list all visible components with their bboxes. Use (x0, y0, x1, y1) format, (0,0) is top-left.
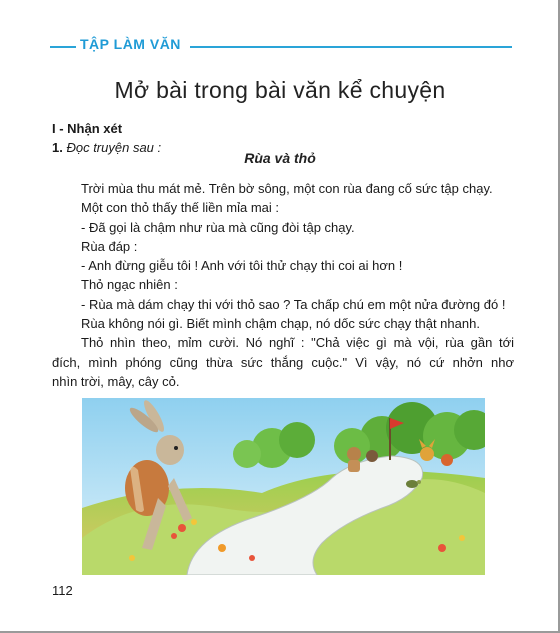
story-line: - Đã gọi là chậm như rùa mà cũng đòi tập chạy. (81, 219, 355, 235)
story-line: - Anh đừng giễu tôi ! Anh với tôi thử chạy thi coi ai hơn ! (81, 258, 403, 274)
part-heading: I - Nhận xét (52, 121, 123, 136)
exercise-instruction: Đọc truyện sau : (66, 140, 162, 155)
header-rule-left (50, 46, 76, 48)
story-title: Rùa và thỏ (244, 150, 316, 166)
story-line: Trời mùa thu mát mẻ. Trên bờ sông, một con rùa đang cố sức tập chạy. (81, 181, 493, 196)
section-header (50, 36, 512, 54)
story-line: đích, mình phóng cũng thừa sức thắng cuộc." Vì vậy, nó cứ nhởn nhơ (52, 354, 514, 370)
page-number: 112 (52, 583, 73, 598)
story-line: Rùa không nói gì. Biết mình chậm chạp, nó dốc sức chạy thật nhanh. (81, 316, 480, 332)
story-line: Thỏ nhìn theo, mỉm cười. Nó nghĩ : "Chả việc gì mà vội, rùa gần tới (81, 335, 514, 351)
header-rule-right (190, 46, 512, 48)
story-line: Thỏ ngạc nhiên : (81, 277, 178, 293)
story-line: Rùa đáp : (81, 238, 138, 254)
story-line: Một con thỏ thấy thế liền mỉa mai : (81, 200, 279, 216)
lesson-title: Mở bài trong bài văn kể chuyện (114, 77, 446, 103)
story-line: - Rùa mà dám chạy thi với thỏ sao ? Ta chấp chú em một nửa đường đó ! (81, 296, 506, 312)
story-illustration (82, 398, 485, 575)
story-text (52, 179, 514, 391)
story-line: nhìn trời, mây, cây cỏ. (52, 373, 180, 389)
illustration-svg (82, 398, 485, 575)
exercise-number: 1. (52, 140, 63, 155)
section-label: TẬP LÀM VĂN (80, 36, 181, 52)
